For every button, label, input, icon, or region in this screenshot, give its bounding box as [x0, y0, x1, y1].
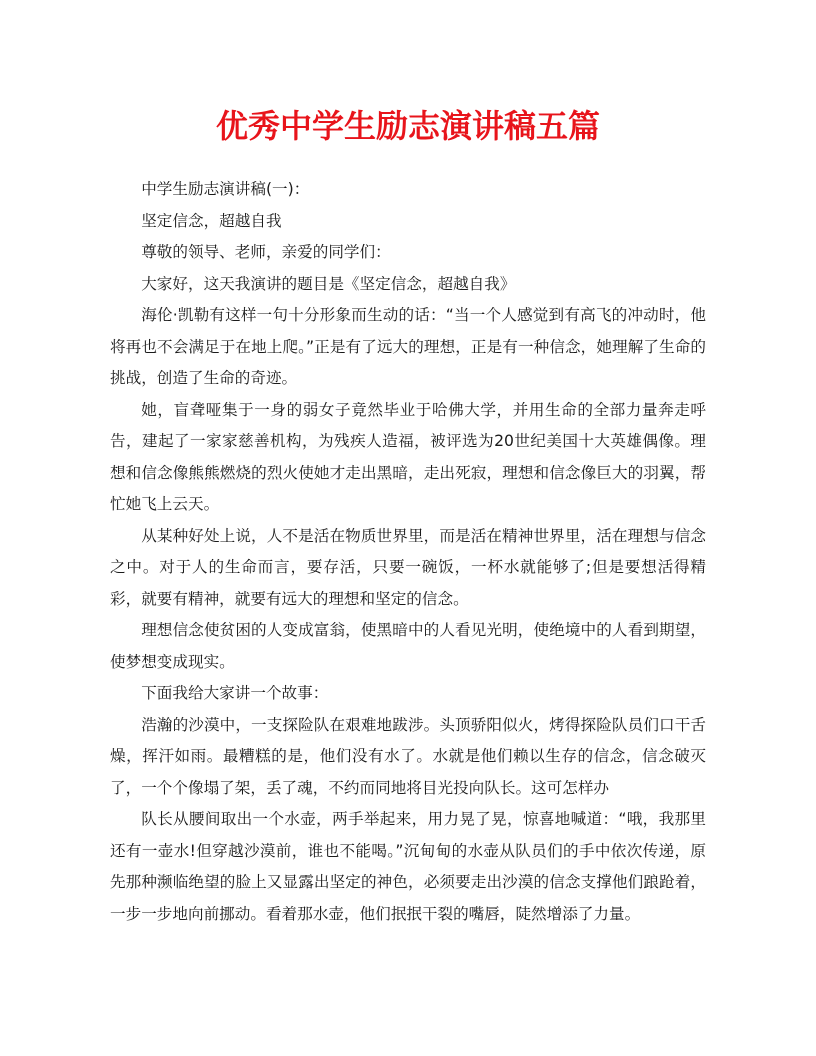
paragraph: 海伦·凯勒有这样一句十分形象而生动的话：“当一个人感觉到有高飞的冲动时，他将再也不会满足于在地上爬。”正是有了远大的理想，正是有一种信念，她理解了生命的挑战，创造了生命的奇迹。 [110, 306, 706, 387]
paragraph: 坚定信念，超越自我 [141, 211, 282, 230]
paragraph: 她，盲聋哑集于一身的弱女子竟然毕业于哈佛大学，并用生命的全部力量奔走呼告，建起了一家家慈善机构，为残疾人造福，被评选为20世纪美国十大英雄偶像。理想和信念像熊熊燃烧的烈火使她才走出黑暗，走出死寂，理想和信念像巨大的羽翼，帮忙她飞上云天。 [110, 400, 706, 513]
paragraph: 中学生励志演讲稿(一)： [141, 180, 310, 198]
document-body [110, 174, 706, 930]
paragraph: 浩瀚的沙漠中，一支探险队在艰难地跋涉。头顶骄阳似火，烤得探险队员们口干舌燥，挥汗如雨。最糟糕的是，他们没有水了。水就是他们赖以生存的信念，信念破灭了，一个个像塌了架，丢了魂，不约而同地将目光投向队长。这可怎样办 [110, 715, 706, 797]
paragraph: 下面我给大家讲一个故事： [141, 684, 329, 702]
paragraph: 理想信念使贫困的人变成富翁，使黑暗中的人看见光明，使绝境中的人看到期望，使梦想变成现实。 [110, 621, 706, 671]
paragraph: 从某种好处上说，人不是活在物质世界里，而是活在精神世界里，活在理想与信念之中。对于人的生命而言，要存活，只要一碗饭，一杯水就能够了;但是要想活得精彩，就要有精神，就要有远大的理想和坚定的信念。 [110, 526, 706, 608]
document-title: 优秀中学生励志演讲稿五篇 [215, 107, 600, 145]
paragraph: 队长从腰间取出一个水壶，两手举起来，用力晃了晃，惊喜地喊道：“哦，我那里还有一壶水!但穿越沙漠前，谁也不能喝。”沉甸甸的水壶从队员们的手中依次传递，原先那种濒临绝望的脸上又显露出坚定的神色，必须要走出沙漠的信念支撑他们踉跄着，一步一步地向前挪动。看着那水壶，他们抿抿干裂的嘴唇，陡然增添了力量。 [110, 810, 706, 923]
paragraph: 尊敬的领导、老师，亲爱的同学们： [141, 243, 391, 261]
paragraph: 大家好，这天我演讲的题目是《坚定信念，超越自我》 [141, 274, 516, 293]
